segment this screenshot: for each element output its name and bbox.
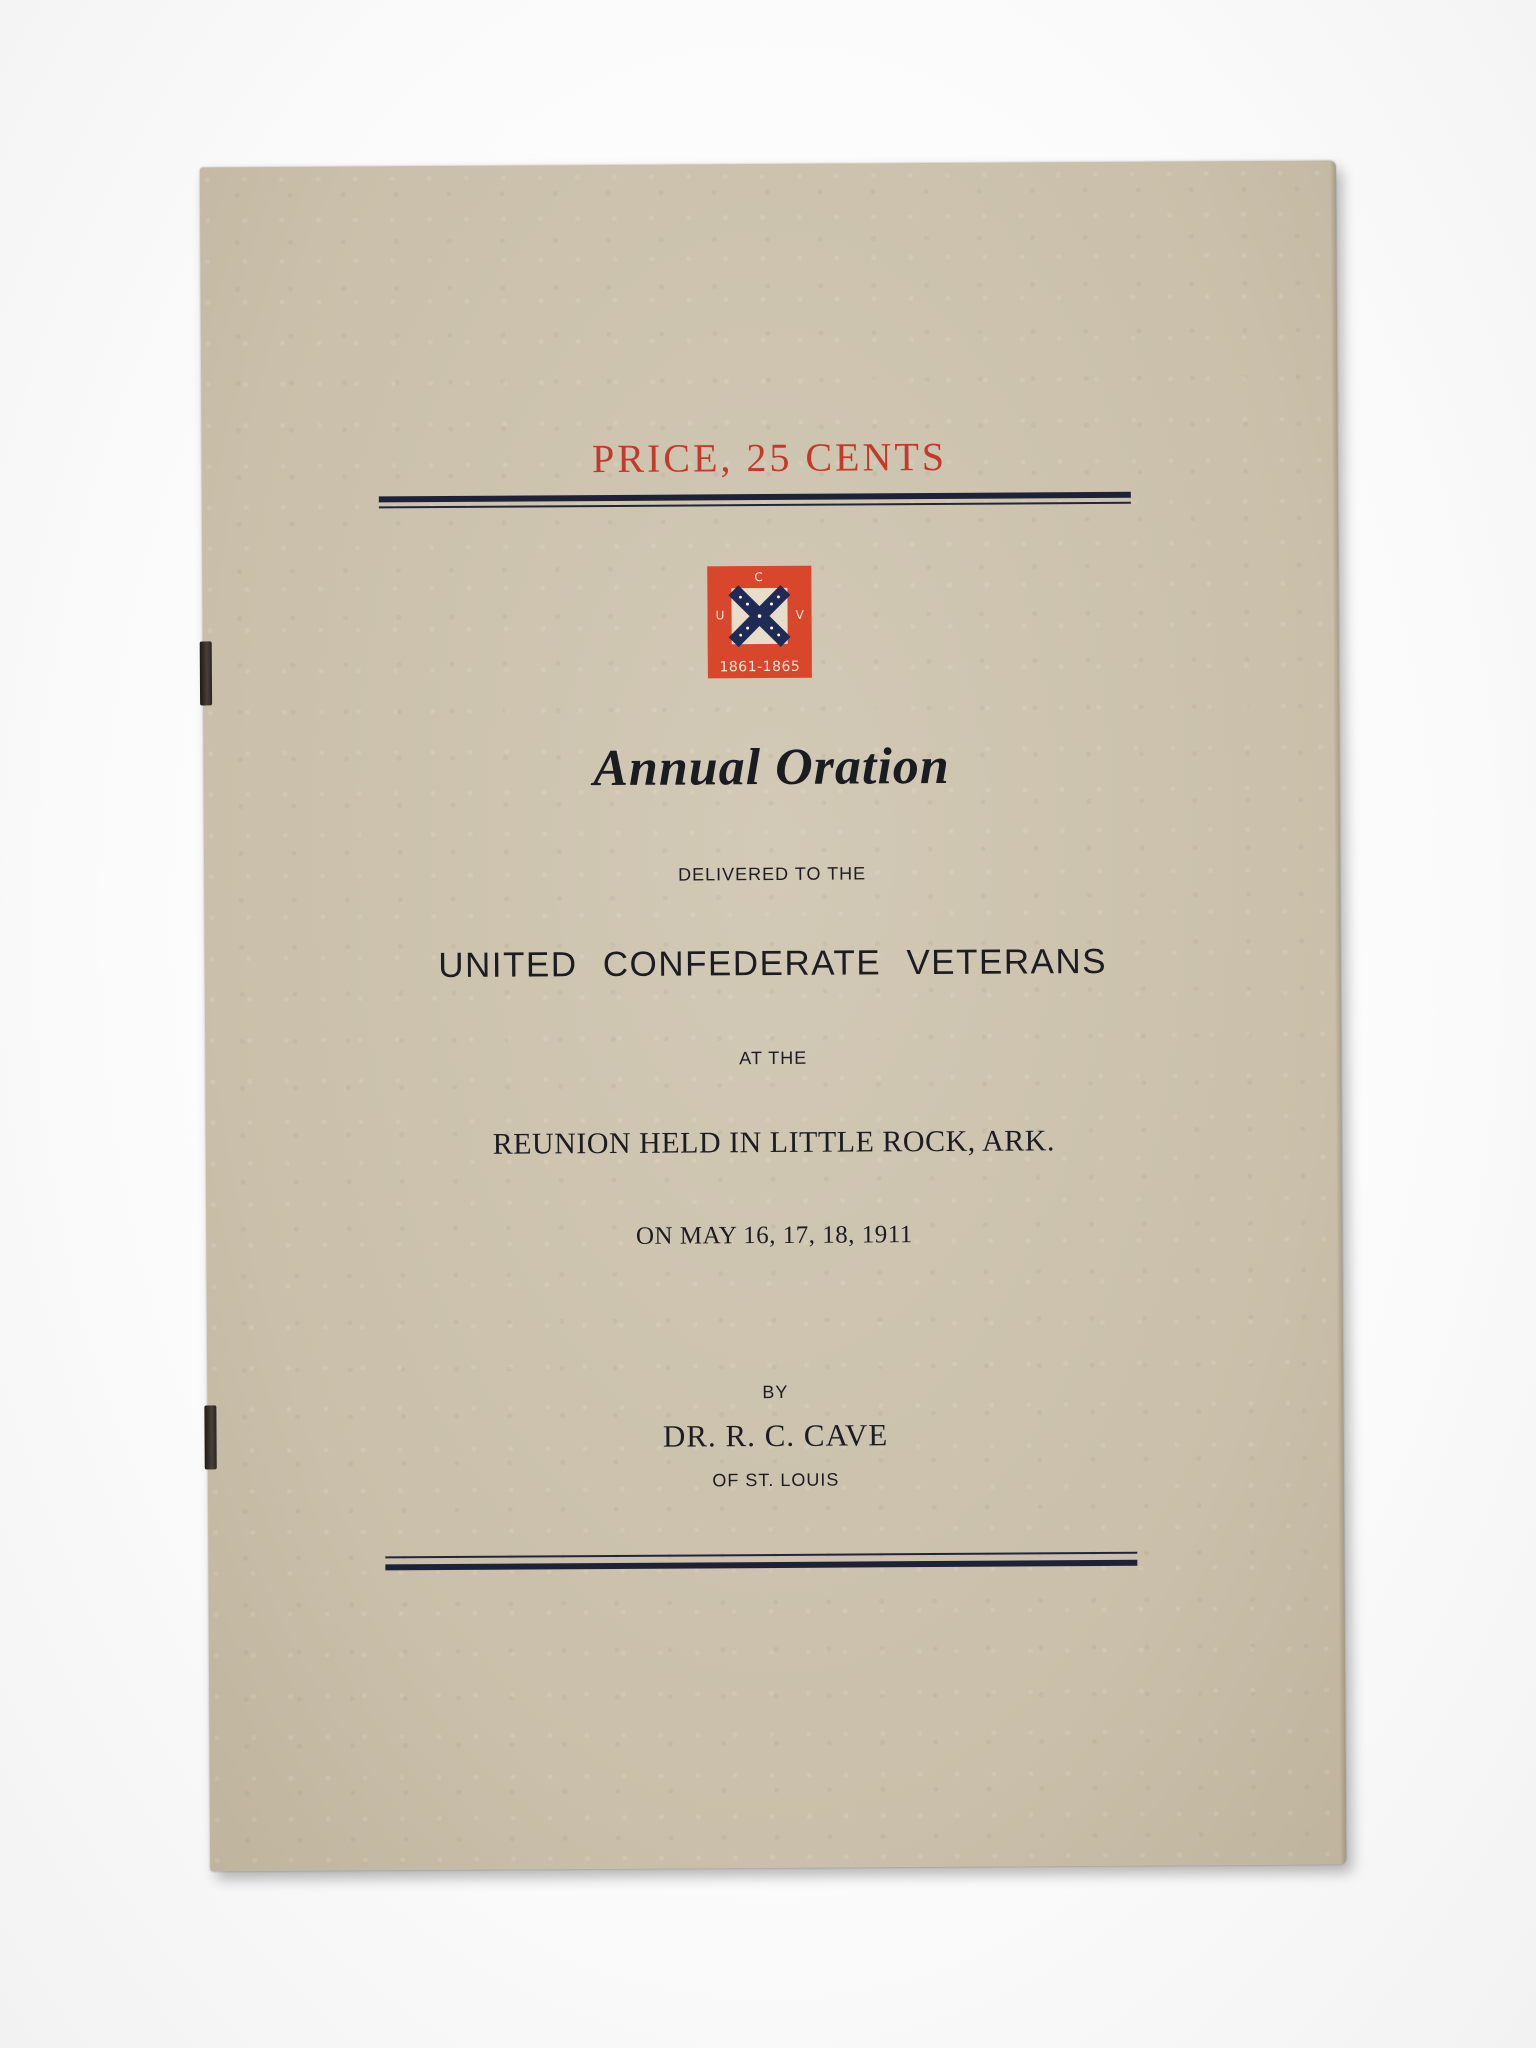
staple-top	[200, 641, 212, 705]
oration-title: Annual Oration	[593, 737, 950, 798]
emblem-letter-v: V	[795, 607, 804, 622]
flag-emblem-icon	[707, 566, 812, 679]
bottom-rule	[385, 1552, 1137, 1573]
emblem-letter-c: C	[754, 570, 763, 585]
by-line: BY	[762, 1381, 789, 1403]
event-line: REUNION HELD IN LITTLE ROCK, ARK.	[492, 1124, 1056, 1161]
emblem-letter-u: U	[715, 608, 725, 623]
author-origin: OF ST. LOUIS	[712, 1469, 840, 1491]
author-name: DR. R. C. CAVE	[662, 1417, 889, 1454]
delivered-line: DELIVERED TO THE	[678, 863, 867, 885]
organization-name: UNITED CONFEDERATE VETERANS	[438, 941, 1108, 986]
top-rule	[379, 492, 1131, 513]
date-line: ON MAY 16, 17, 18, 1911	[635, 1221, 913, 1250]
booklet-cover	[200, 161, 1346, 1872]
price-label: PRICE, 25 CENTS	[591, 433, 948, 482]
at-the-line: AT THE	[739, 1047, 808, 1069]
emblem-years: 1861-1865	[719, 658, 801, 676]
